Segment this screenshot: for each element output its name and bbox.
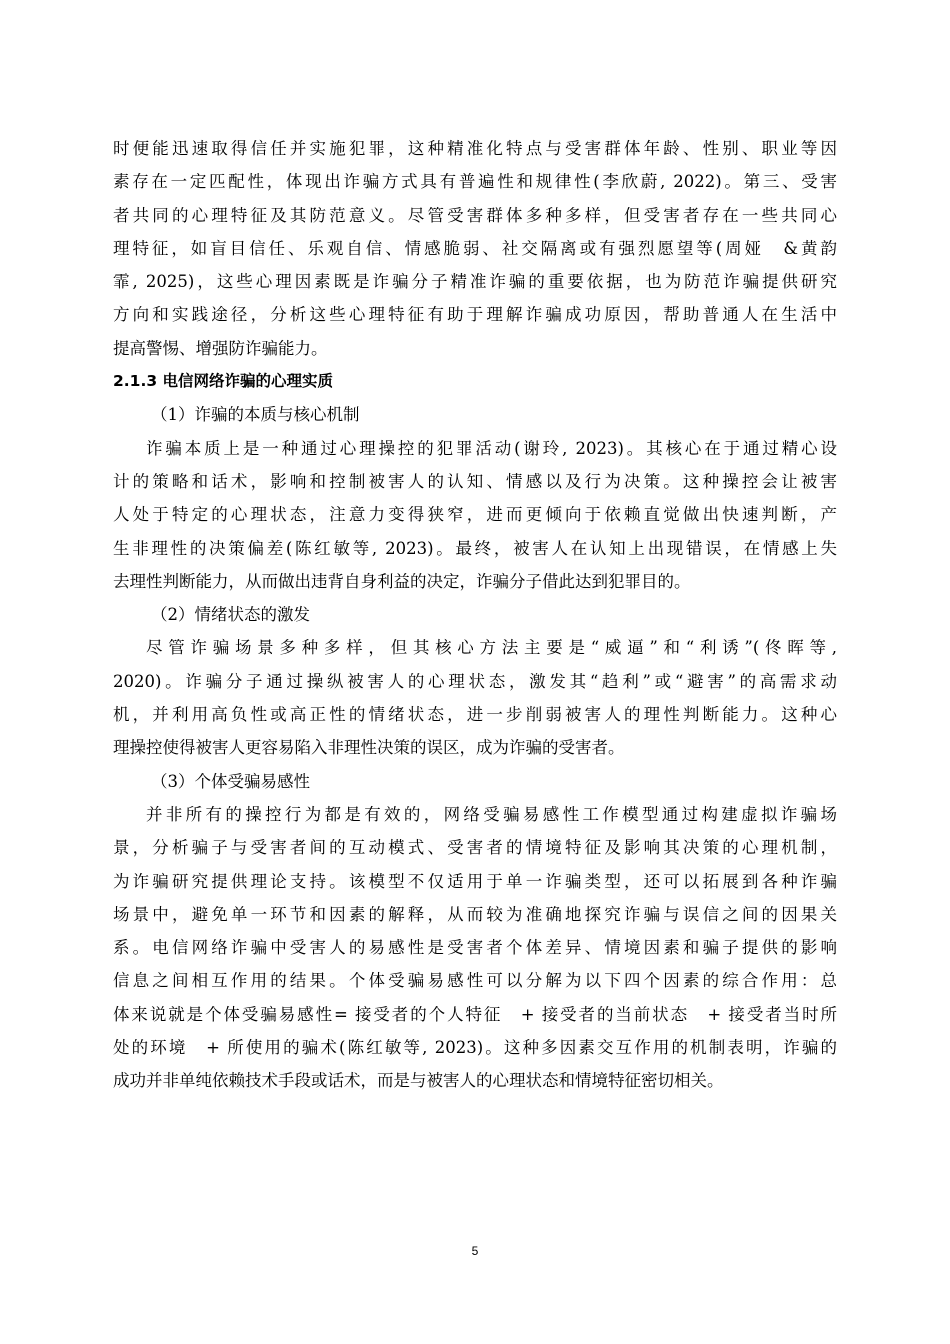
text-line: 人处于特定的心理状态，注意力变得狭窄，进而更倾向于依赖直觉做出快速判断，产 xyxy=(113,505,837,525)
subsection-heading: （1）诈骗的本质与核心机制 xyxy=(151,405,360,425)
text-line: 处的环境 + 所使用的骗术(陈红敏等, 2023)。这种多因素交互作用的机制表明，诈骗的 xyxy=(113,1038,837,1058)
text-line: 理操控使得被害人更容易陷入非理性决策的误区，成为诈骗的受害者。 xyxy=(113,738,625,758)
text-line: 时便能迅速取得信任并实施犯罪，这种精准化特点与受害群体年龄、性别、职业等因 xyxy=(113,139,837,158)
text-line: 2020)。诈骗分子通过操纵被害人的心理状态，激发其“趋利”或“避害”的高需求动 xyxy=(113,671,837,691)
text-line: 理特征，如盲目信任、乐观自信、情感脆弱、社交隔离或有强烈愿望等(周娅 &黄韵 xyxy=(113,238,837,258)
text-line: 并非所有的操控行为都是有效的，网络受骗易感性工作模型通过构建虚拟诈骗场 xyxy=(146,804,837,824)
text-line: 为诈骗研究提供理论支持。该模型不仅适用于单一诈骗类型，还可以拓展到各种诈骗 xyxy=(113,871,837,891)
text-line: 诈骗本质上是一种通过心理操控的犯罪活动(谢玲, 2023)。其核心在于通过精心设 xyxy=(146,438,837,458)
subsection-heading: （3）个体受骗易感性 xyxy=(151,771,310,791)
text-line: 体来说就是个体受骗易感性= 接受者的个人特征 + 接受者的当前状态 + 接受者当时所 xyxy=(113,1004,837,1024)
text-line: 素存在一定匹配性，体现出诈骗方式具有普遍性和规律性(李欣蔚, 2022)。第三、受害 xyxy=(113,172,837,192)
page-number: 5 xyxy=(471,1244,479,1258)
body-text xyxy=(113,132,837,1098)
text-line: 系。电信网络诈骗中受害人的易感性是受害者个体差异、情境因素和骗子提供的影响 xyxy=(113,938,837,958)
section-heading: 2.1.3 电信网络诈骗的心理实质 xyxy=(113,372,334,391)
text-line: 提高警惕、增强防诈骗能力。 xyxy=(113,338,328,358)
text-line: 信息之间相互作用的结果。个体受骗易感性可以分解为以下四个因素的综合作用：总 xyxy=(113,971,837,991)
text-line: 景，分析骗子与受害者间的互动模式、受害者的情境特征及影响其决策的心理机制， xyxy=(113,838,837,858)
subsection-heading: （2）情绪状态的激发 xyxy=(151,605,310,625)
text-line: 生非理性的决策偏差(陈红敏等, 2023)。最终，被害人在认知上出现错误，在情感上失 xyxy=(113,538,837,558)
text-line: 霏, 2025)，这些心理因素既是诈骗分子精准诈骗的重要依据，也为防范诈骗提供研究 xyxy=(113,272,837,292)
text-line: 去理性判断能力，从而做出违背自身利益的决定，诈骗分子借此达到犯罪目的。 xyxy=(113,571,691,591)
text-line: 计的策略和话术，影响和控制被害人的认知、情感以及行为决策。这种操控会让被害 xyxy=(113,471,837,491)
text-line: 成功并非单纯依赖技术手段或话术，而是与被害人的心理状态和情境特征密切相关。 xyxy=(113,1071,724,1091)
text-line: 者共同的心理特征及其防范意义。尽管受害群体多种多样，但受害者存在一些共同心 xyxy=(113,205,837,225)
text-line: 方向和实践途径，分析这些心理特征有助于理解诈骗成功原因，帮助普通人在生活中 xyxy=(113,305,837,325)
text-line: 尽管诈骗场景多种多样，但其核心方法主要是“威逼”和“利诱”(佟晖等, xyxy=(146,638,837,658)
text-line: 机，并利用高负性或高正性的情绪状态，进一步削弱被害人的理性判断能力。这种心 xyxy=(113,705,837,725)
text-line: 场景中，避免单一环节和因素的解释，从而较为准确地探究诈骗与误信之间的因果关 xyxy=(113,904,837,924)
